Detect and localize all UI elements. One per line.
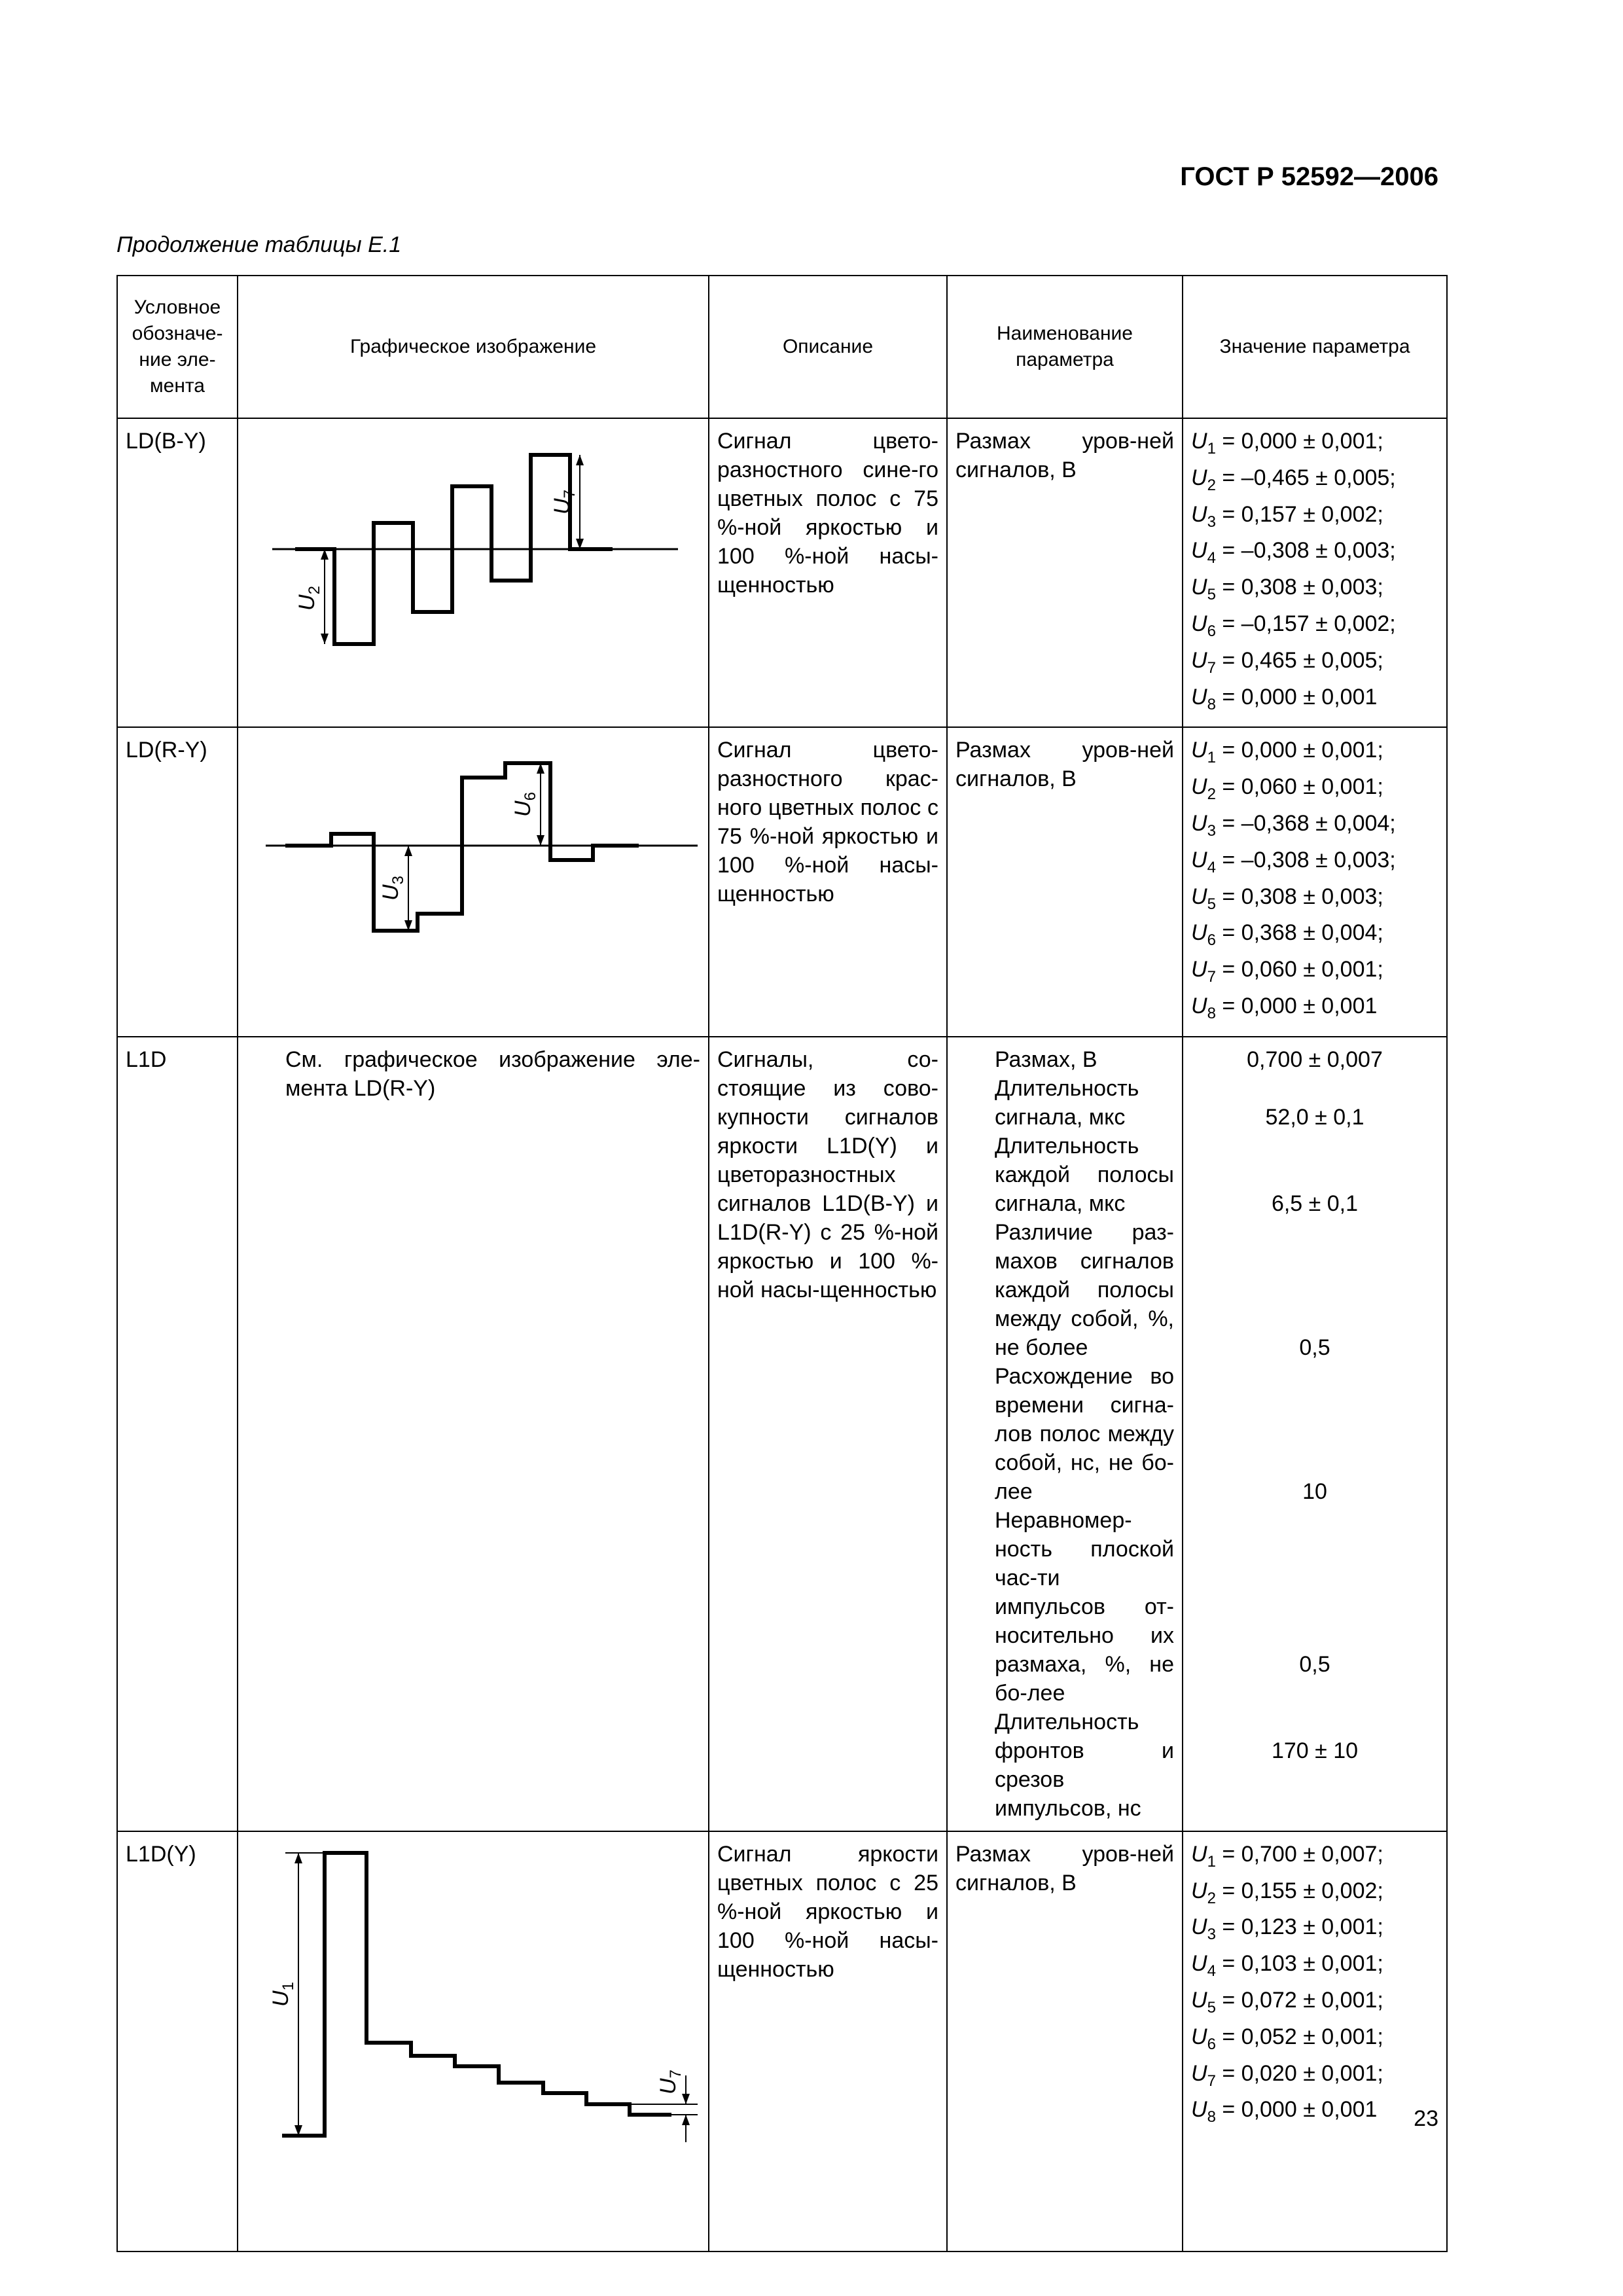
element-code: L1D <box>117 1037 238 1831</box>
table-row <box>117 1037 1447 1831</box>
param-value: 52,0 ± 0,1 <box>1265 1104 1364 1130</box>
value-line: $U_1 = 0,000 \pm 0,001$; <box>1191 738 1383 767</box>
waveform-figure <box>238 1831 709 2251</box>
param-names-cell <box>947 1037 1183 1831</box>
arrow-up-icon <box>404 846 412 856</box>
signal-trace <box>282 1853 671 2136</box>
param-value: 0,5 <box>1299 1651 1330 1677</box>
param-value: 170 ± 10 <box>1271 1738 1359 1763</box>
signal-trace <box>285 763 639 931</box>
value-line: $U_1 = 0,700 \pm 0,007$; <box>1191 1841 1383 1871</box>
document-header: ГОСТ Р 52592—2006 <box>1180 162 1438 191</box>
u3-label: $U_3$ <box>378 876 407 901</box>
arrow-down-icon <box>321 634 329 644</box>
value-line: $U_7 = 0,020 \pm 0,001$; <box>1191 2060 1383 2090</box>
value-line: $U_5 = 0,072 \pm 0,001$; <box>1191 1987 1383 2017</box>
param-name-cell: Размах уров-ней сигналов, В <box>947 727 1183 1036</box>
u1-label: $U_1$ <box>268 1981 297 2007</box>
arrow-down-icon <box>537 835 544 846</box>
param-name: Различие раз-махов сигналов каждой полосы между собой, %, не более <box>995 1219 1174 1360</box>
table-caption: Продолжение таблицы Е.1 <box>116 232 402 257</box>
param-name-cell: Размах уров-ней сигналов, В <box>947 1831 1183 2251</box>
value-line: $U_6 = -0,157 \pm 0,002$; <box>1191 611 1396 640</box>
element-code: LD(R-Y) <box>117 727 238 1036</box>
value-line: $U_4 = -0,308 \pm 0,003$; <box>1191 538 1396 567</box>
value-line: $U_6 = 0,368 \pm 0,004$; <box>1191 920 1383 950</box>
param-name: Размах, В <box>995 1047 1097 1072</box>
spec-table <box>116 275 1448 2252</box>
value-line: $U_3 = 0,123 \pm 0,001$; <box>1191 1914 1383 1944</box>
value-line: $U_7 = 0,465 \pm 0,005$; <box>1191 647 1383 677</box>
description-cell: Сигналы, со-стоящие из сово-купности сигналов яркости L1D(Y) и цветоразностных сигналов L1D(B-Y) и L1D(R-Y) с 25 %-ной яркостью и 100 %-ной насы-щенностью <box>709 1037 947 1831</box>
param-values-cell <box>1183 1037 1447 1831</box>
waveform-figure <box>238 727 709 1036</box>
value-line: $U_3 = 0,157 \pm 0,002$; <box>1191 501 1383 531</box>
value-line: $U_5 = 0,308 \pm 0,003$; <box>1191 884 1383 913</box>
column-header-param-value: Значение параметра <box>1183 276 1447 418</box>
param-values-cell <box>1183 1831 1447 2251</box>
value-line: $U_8 = 0,000 \pm 0,001$ <box>1191 2097 1378 2126</box>
param-name: Длительность фронтов и срезов импульсов, нс <box>995 1709 1174 1821</box>
u7-label: $U_7$ <box>550 490 579 514</box>
arrow-up-icon <box>682 2115 690 2125</box>
figure-reference-text: См. графическое изображение эле-мента LD(R-Y) <box>285 1047 700 1101</box>
arrow-up-icon <box>294 1853 302 1863</box>
value-line: $U_2 = 0,060 \pm 0,001$; <box>1191 774 1383 803</box>
value-line: $U_7 = 0,060 \pm 0,001$; <box>1191 957 1383 986</box>
column-header-code: Условное обозначе-ние эле-мента <box>117 276 238 418</box>
table-row <box>117 727 1447 1036</box>
u6-label: $U_6$ <box>510 792 539 817</box>
column-header-figure: Графическое изображение <box>238 276 709 418</box>
param-value: 6,5 ± 0,1 <box>1271 1191 1359 1216</box>
l1d-y-waveform <box>246 1840 715 2243</box>
value-line: $U_8 = 0,000 \pm 0,001$ <box>1191 993 1378 1022</box>
param-value: 10 <box>1302 1479 1327 1504</box>
param-values-cell <box>1183 727 1447 1036</box>
param-value: 0,700 ± 0,007 <box>1247 1047 1383 1072</box>
value-line: $U_8 = 0,000 \pm 0,001$ <box>1191 684 1378 713</box>
description-cell: Сигнал цвето-разностного сине-го цветных полос с 75 %-ной яркостью и 100 %-ной насы-щенностью <box>709 418 947 727</box>
value-line: $U_5 = 0,308 \pm 0,003$; <box>1191 575 1383 603</box>
table-row <box>117 418 1447 727</box>
u2-label: $U_2$ <box>294 586 323 611</box>
column-header-description: Описание <box>709 276 947 418</box>
param-name: Неравномер-ность плоской час-ти импульсов от-носительно их размаха, %, не бо-лее <box>995 1507 1174 1706</box>
table-row <box>117 1831 1447 2251</box>
table-header-row <box>117 276 1447 418</box>
param-name: Длительность сигнала, мкс <box>995 1075 1139 1130</box>
element-code: LD(B-Y) <box>117 418 238 727</box>
element-code: L1D(Y) <box>117 1831 238 2251</box>
value-line: $U_3 = -0,368 \pm 0,004$; <box>1191 810 1396 840</box>
page-number: 23 <box>1414 2106 1438 2131</box>
param-name: Расхождение во времени сигна-лов полос между собой, нс, не бо-лее <box>995 1363 1174 1504</box>
waveform-figure <box>238 418 709 727</box>
param-name-cell: Размах уров-ней сигналов, В <box>947 418 1183 727</box>
ld-ry-waveform <box>246 736 715 980</box>
description-cell: Сигнал яркости цветных полос с 25 %-ной яркостью и 100 %-ной насы-щенностью <box>709 1831 947 2251</box>
value-line: $U_6 = 0,052 \pm 0,001$; <box>1191 2024 1383 2053</box>
ld-by-waveform <box>246 427 715 672</box>
param-value: 0,5 <box>1299 1335 1330 1360</box>
value-line: $U_4 = -0,308 \pm 0,003$; <box>1191 847 1396 876</box>
value-line: $U_2 = -0,465 \pm 0,005$; <box>1191 465 1396 494</box>
param-values-cell <box>1183 418 1447 727</box>
value-line: $U_4 = 0,103 \pm 0,001$; <box>1191 1951 1383 1980</box>
value-line: $U_1 = 0,000 \pm 0,001$; <box>1191 429 1383 457</box>
param-name: Длительность каждой полосы сигнала, мкс <box>995 1133 1174 1216</box>
arrow-down-icon <box>682 2094 690 2104</box>
u7-label: $U_7$ <box>656 2069 685 2094</box>
arrow-up-icon <box>576 455 584 465</box>
column-header-param-name: Наименование параметра <box>947 276 1183 418</box>
figure-reference-cell <box>238 1037 709 1831</box>
description-cell: Сигнал цвето-разностного крас-ного цветных полос с 75 %-ной яркостью и 100 %-ной насы-щенностью <box>709 727 947 1036</box>
value-line: $U_2 = 0,155 \pm 0,002$; <box>1191 1878 1383 1907</box>
